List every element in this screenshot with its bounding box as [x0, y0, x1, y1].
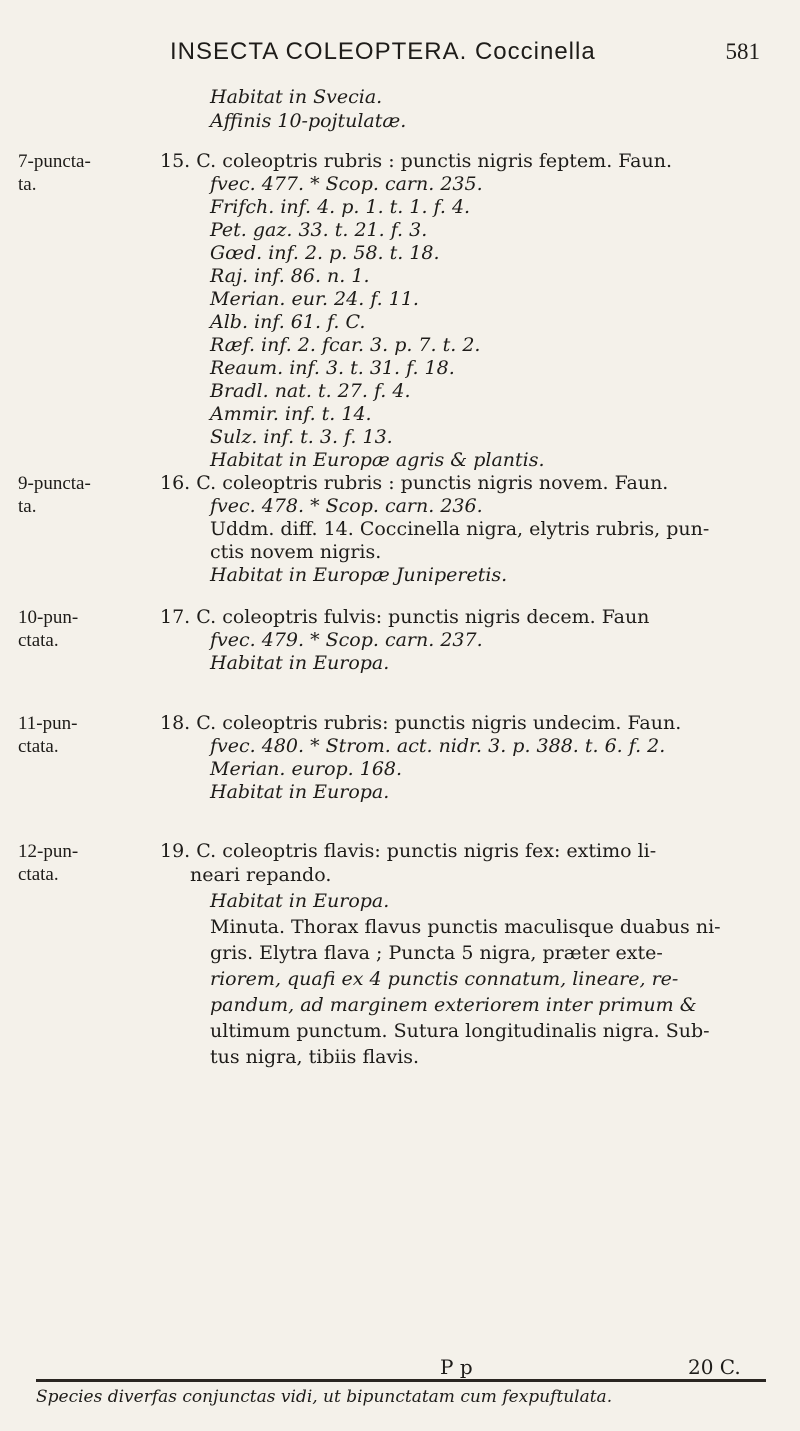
entry-line: ctis novem nigris.	[210, 541, 382, 563]
margin-label: 7-puncta- ta.	[18, 151, 91, 195]
entry-line: fvec. 478. * Scop. carn. 236.	[210, 495, 483, 517]
signature-mark: P p	[440, 1355, 473, 1379]
entry-description: Minuta. Thorax flavus punctis maculisque duabus ni-	[210, 916, 721, 938]
entry-line: 17. C. coleoptris fulvis: punctis nigris decem. Faun	[160, 606, 650, 628]
entry-line: Raj. inf. 86. n. 1.	[210, 265, 370, 287]
catchword: 20 C.	[688, 1355, 741, 1379]
entry-line: fvec. 477. * Scop. carn. 235.	[210, 173, 483, 195]
entry-line: Sulz. inf. t. 3. f. 13.	[210, 426, 393, 448]
footnote: Species diverfas conjunctas vidi, ut bipunctatam cum fexpuftulata.	[36, 1387, 613, 1407]
entry-habitat: Habitat in Europa.	[210, 652, 390, 674]
margin-label: 11-pun- ctata.	[18, 713, 78, 757]
margin-label: 12-pun- ctata.	[18, 841, 79, 885]
entry-line: Pet. gaz. 33. t. 21. f. 3.	[210, 219, 428, 241]
entry-line: neari repando.	[190, 864, 332, 886]
entry-description: tus nigra, tibiis flavis.	[210, 1046, 420, 1068]
running-header	[170, 38, 760, 66]
entry-line: Reaum. inf. 3. t. 31. f. 18.	[210, 357, 455, 379]
margin-label: 9-puncta- ta.	[18, 473, 91, 517]
entry-line: Merian. europ. 168.	[210, 758, 403, 780]
entry-line: Ammir. inf. t. 14.	[210, 403, 372, 425]
page-number: 581	[725, 39, 760, 64]
entry-line: Gœd. inf. 2. p. 58. t. 18.	[210, 242, 440, 264]
entry-line: Merian. eur. 24. f. 11.	[210, 288, 419, 310]
top-affinis: Affinis 10-pojtulatæ.	[210, 110, 407, 132]
entry-line: Alb. inf. 61. f. C.	[210, 311, 366, 333]
entry-habitat: Habitat in Europa.	[210, 781, 390, 803]
entry-description: gris. Elytra flava ; Puncta 5 nigra, præter exte-	[210, 942, 663, 964]
entry-description: ultimum punctum. Sutura longitudinalis nigra. Sub-	[210, 1020, 710, 1042]
margin-label: 10-pun- ctata.	[18, 607, 79, 651]
entry-line: 18. C. coleoptris rubris: punctis nigris undecim. Faun.	[160, 712, 682, 734]
top-habitat: Habitat in Svecia.	[210, 86, 383, 108]
entry-line: 16. C. coleoptris rubris : punctis nigris novem. Faun.	[160, 472, 669, 494]
entry-line: Ræf. inf. 2. fcar. 3. p. 7. t. 2.	[210, 334, 481, 356]
entry-description: riorem, quafi ex 4 punctis connatum, lineare, re-	[210, 968, 679, 990]
entry-line: fvec. 479. * Scop. carn. 237.	[210, 629, 483, 651]
header-title: INSECTA COLEOPTERA. Coccinella	[170, 38, 596, 65]
entry-habitat: Habitat in Europa.	[210, 890, 390, 912]
entry-line: Bradl. nat. t. 27. f. 4.	[210, 380, 411, 402]
footnote-rule	[36, 1379, 766, 1382]
entry-habitat: Habitat in Europæ agris & plantis.	[210, 449, 545, 471]
entry-line: Frifch. inf. 4. p. 1. t. 1. f. 4.	[210, 196, 471, 218]
entry-line: 19. C. coleoptris flavis: punctis nigris fex: extimo li-	[160, 840, 657, 862]
entry-line: Uddm. diff. 14. Coccinella nigra, elytris rubris, pun-	[210, 518, 710, 540]
entry-habitat: Habitat in Europæ Juniperetis.	[210, 564, 508, 586]
entry-description: pandum, ad marginem exteriorem inter primum &	[210, 994, 697, 1016]
entry-line: fvec. 480. * Strom. act. nidr. 3. p. 388. t. 6. f. 2.	[210, 735, 666, 757]
entry-line: 15. C. coleoptris rubris : punctis nigris feptem. Faun.	[160, 150, 673, 172]
